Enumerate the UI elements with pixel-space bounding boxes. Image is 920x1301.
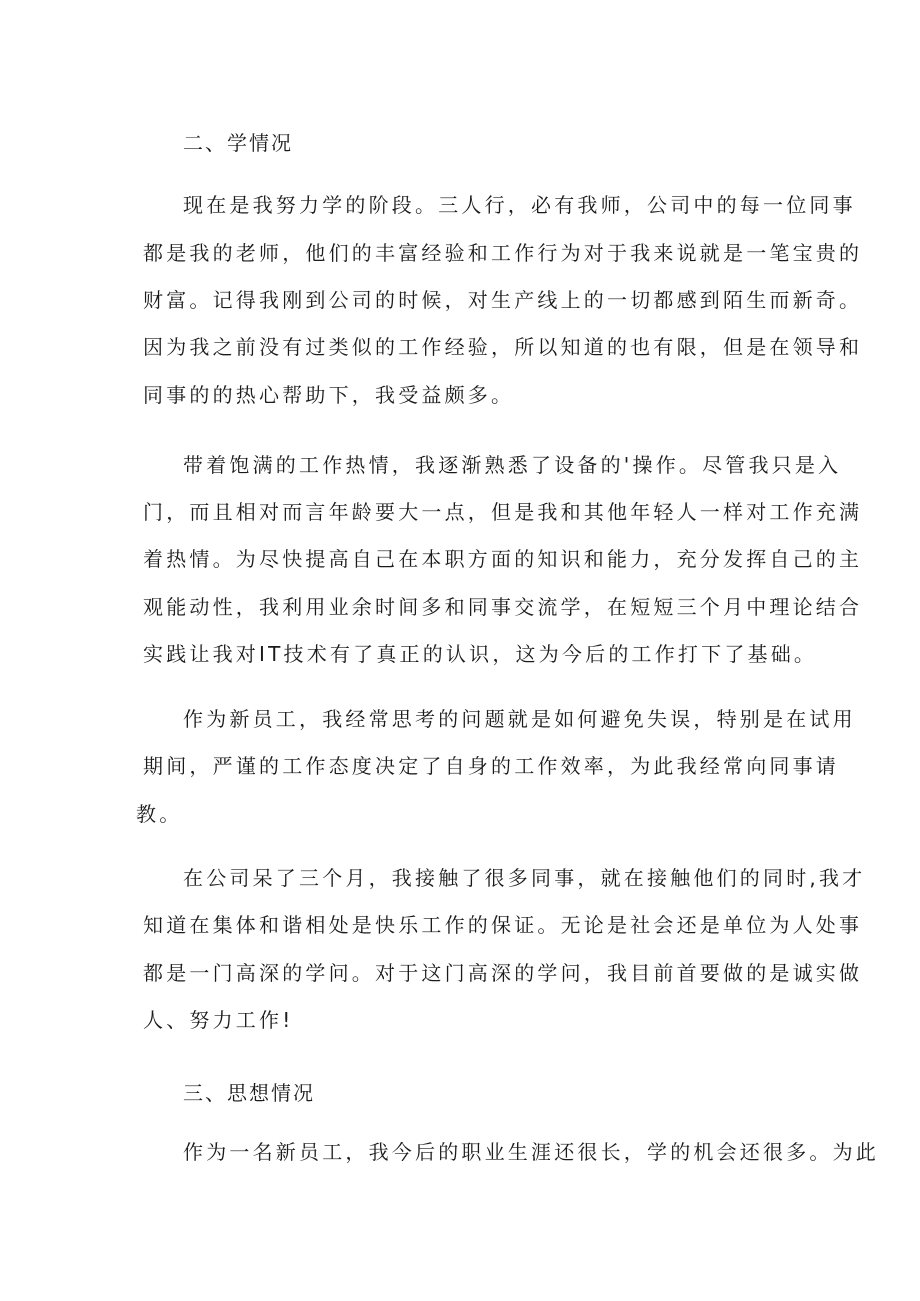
- paragraph-line: 因为我之前没有过类似的工作经验，所以知道的也有限，但是在领导和: [143, 335, 863, 359]
- paragraph-line: 财富。记得我刚到公司的时候，对生产线上的一切都感到陌生而新奇。: [143, 288, 863, 312]
- paragraph-line: 都是一门高深的学问。对于这门高深的学问，我目前首要做的是诚实做: [143, 961, 863, 985]
- paragraph-line: 带着饱满的工作热情，我逐渐熟悉了设备的'操作。尽管我只是入: [183, 453, 842, 477]
- paragraph-line: 都是我的老师，他们的丰富经验和工作行为对于我来说就是一笔宝贵的: [143, 241, 863, 265]
- paragraph-line: 着热情。为尽快提高自己在本职方面的知识和能力，充分发挥自己的主: [143, 547, 863, 571]
- paragraph-line: 实践让我对IT技术有了真正的认识，这为今后的工作打下了基础。: [143, 642, 818, 666]
- section-heading: 三、思想情况: [183, 1081, 315, 1105]
- paragraph-line: 期间，严谨的工作态度决定了自身的工作效率，为此我经常向同事请: [143, 754, 839, 778]
- paragraph-line: 同事的的热心帮助下，我受益颇多。: [143, 383, 515, 407]
- paragraph-line: 教。: [136, 802, 183, 826]
- paragraph-line: 在公司呆了三个月，我接触了很多同事，就在接触他们的同时,我才: [183, 866, 866, 890]
- paragraph-line: 作为新员工，我经常思考的问题就是如何避免失误，特别是在试用: [183, 707, 856, 731]
- paragraph-line: 知道在集体和谐相处是快乐工作的保证。无论是社会还是单位为人处事: [143, 913, 863, 937]
- paragraph-line: 作为一名新员工，我今后的职业生涯还很长，学的机会还很多。为此: [183, 1140, 879, 1164]
- section-heading: 二、学情况: [183, 131, 293, 155]
- paragraph-line: 门，而且相对而言年龄要大一点，但是我和其他年轻人一样对工作充满: [143, 500, 863, 524]
- paragraph-line: 人、努力工作!: [143, 1008, 294, 1032]
- paragraph-line: 观能动性，我利用业余时间多和同事交流学，在短短三个月中理论结合: [143, 595, 863, 619]
- paragraph-line: 现在是我努力学的阶段。三人行，必有我师，公司中的每一位同事: [183, 193, 856, 217]
